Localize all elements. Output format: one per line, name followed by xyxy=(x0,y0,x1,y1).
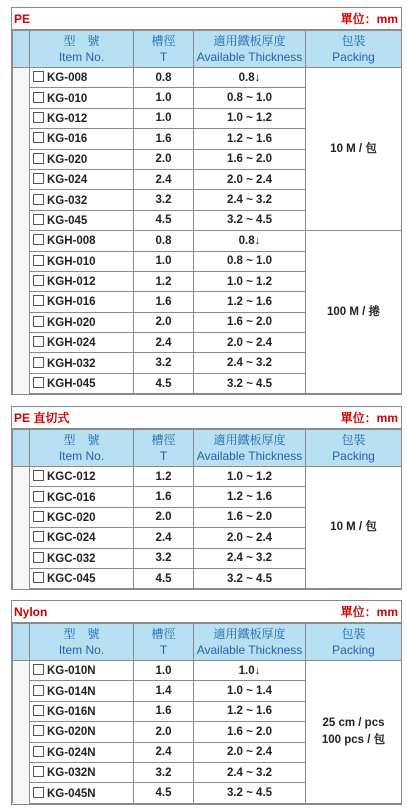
section-title: Nylon xyxy=(14,604,48,619)
thickness-value: 2.4 ~ 3.2 xyxy=(194,548,306,568)
row-spacer xyxy=(13,681,30,701)
spec-table xyxy=(12,623,402,804)
select-checkbox[interactable] xyxy=(33,295,44,306)
item-cell xyxy=(30,507,134,527)
thickness-value: 2.0 ~ 2.4 xyxy=(194,333,306,353)
select-checkbox[interactable] xyxy=(33,194,44,205)
select-checkbox[interactable] xyxy=(33,725,44,736)
row-spacer xyxy=(13,353,30,373)
item-cell xyxy=(30,169,134,189)
select-checkbox[interactable] xyxy=(33,511,44,522)
item-cell xyxy=(30,190,134,210)
item-number: KGH-032 xyxy=(47,357,96,370)
thickness-value: 0.8↓ xyxy=(194,68,306,88)
groove-header-zh: 槽徑 xyxy=(151,627,176,641)
row-spacer xyxy=(13,251,30,271)
row-spacer xyxy=(13,373,30,393)
thickness-value: 0.8 ~ 1.0 xyxy=(194,88,306,108)
groove-value: 4.5 xyxy=(134,373,194,393)
thickness-value: 1.2 ~ 1.6 xyxy=(194,129,306,149)
thickness-value: 2.4 ~ 3.2 xyxy=(194,190,306,210)
item-number: KG-020 xyxy=(47,153,88,166)
select-checkbox[interactable] xyxy=(33,357,44,368)
table-row xyxy=(13,231,402,251)
groove-header xyxy=(134,31,194,68)
packing-text: 25 cm / pcs xyxy=(322,716,385,729)
row-spacer xyxy=(13,231,30,251)
item-cell xyxy=(30,210,134,230)
groove-header xyxy=(134,624,194,661)
packing-cell xyxy=(306,467,402,589)
item-cell xyxy=(30,548,134,568)
thickness-value: 1.0 ~ 1.4 xyxy=(194,681,306,701)
groove-value: 4.5 xyxy=(134,568,194,588)
groove-header-zh: 槽徑 xyxy=(151,433,176,447)
row-spacer xyxy=(13,783,30,803)
groove-header-zh: 槽徑 xyxy=(151,34,176,48)
packing-header-en: Packing xyxy=(332,643,375,657)
row-spacer xyxy=(13,88,30,108)
item-cell xyxy=(30,251,134,271)
unit-label: 單位：mm xyxy=(340,12,398,26)
row-spacer xyxy=(13,108,30,128)
item-number: KG-024 xyxy=(47,174,88,187)
item-no-header-zh: 型 號 xyxy=(63,627,100,641)
item-number: KGC-016 xyxy=(47,491,96,504)
groove-value: 1.0 xyxy=(134,661,194,681)
item-number: KG-008 xyxy=(47,72,88,85)
item-no-header-en: Item No. xyxy=(58,50,105,64)
select-checkbox[interactable] xyxy=(33,153,44,164)
thickness-header-en: Available Thickness xyxy=(196,449,303,463)
thickness-value: 1.0 ~ 1.2 xyxy=(194,108,306,128)
item-number: KGC-032 xyxy=(47,552,96,565)
packing-text: 10 M / 包 xyxy=(330,142,377,155)
thickness-value: 1.0 ~ 1.2 xyxy=(194,467,306,487)
select-checkbox[interactable] xyxy=(33,491,44,502)
item-no-header-zh: 型 號 xyxy=(63,433,100,447)
item-cell xyxy=(30,528,134,548)
groove-value: 1.0 xyxy=(134,88,194,108)
table-row xyxy=(13,68,402,88)
thickness-value: 2.4 ~ 3.2 xyxy=(194,762,306,782)
thickness-value: 1.2 ~ 1.6 xyxy=(194,487,306,507)
item-cell xyxy=(30,312,134,332)
item-cell xyxy=(30,271,134,291)
thickness-value: 1.6 ~ 2.0 xyxy=(194,312,306,332)
select-checkbox[interactable] xyxy=(33,572,44,583)
packing-header-en: Packing xyxy=(332,449,375,463)
packing-text: 100 pcs / 包 xyxy=(321,733,386,746)
item-cell xyxy=(30,722,134,742)
item-cell xyxy=(30,88,134,108)
table-row xyxy=(13,661,402,681)
row-spacer xyxy=(13,292,30,312)
row-spacer xyxy=(13,271,30,291)
groove-value: 2.4 xyxy=(134,169,194,189)
select-checkbox[interactable] xyxy=(33,787,44,798)
thickness-value: 0.8 ~ 1.0 xyxy=(194,251,306,271)
thickness-header xyxy=(194,430,306,467)
row-spacer xyxy=(13,169,30,189)
thickness-value: 1.2 ~ 1.6 xyxy=(194,701,306,721)
spec-table xyxy=(12,429,402,589)
groove-value: 3.2 xyxy=(134,353,194,373)
groove-value: 1.4 xyxy=(134,681,194,701)
groove-header-en: T xyxy=(159,50,168,64)
thickness-value: 1.0 ~ 1.2 xyxy=(194,271,306,291)
item-cell xyxy=(30,467,134,487)
select-checkbox[interactable] xyxy=(33,470,44,481)
thickness-header-zh: 適用鐵板厚度 xyxy=(213,433,286,447)
row-spacer xyxy=(13,507,30,527)
table-row xyxy=(13,467,402,487)
packing-header xyxy=(306,624,402,661)
groove-value: 1.0 xyxy=(134,251,194,271)
select-checkbox[interactable] xyxy=(33,132,44,143)
thickness-header xyxy=(194,31,306,68)
item-cell xyxy=(30,661,134,681)
groove-value: 4.5 xyxy=(134,783,194,803)
select-checkbox[interactable] xyxy=(33,531,44,542)
item-number: KGH-024 xyxy=(47,337,96,350)
groove-value: 1.2 xyxy=(134,271,194,291)
select-checkbox[interactable] xyxy=(33,173,44,184)
packing-header-zh: 包裝 xyxy=(341,433,366,447)
item-no-header-en: Item No. xyxy=(58,643,105,657)
item-number: KG-010N xyxy=(47,665,96,678)
row-spacer xyxy=(13,129,30,149)
row-spacer xyxy=(13,467,30,487)
groove-value: 1.6 xyxy=(134,292,194,312)
header-spacer xyxy=(13,430,30,467)
item-number: KG-016 xyxy=(47,133,88,146)
thickness-value: 2.0 ~ 2.4 xyxy=(194,169,306,189)
header-spacer xyxy=(13,31,30,68)
thickness-value: 3.2 ~ 4.5 xyxy=(194,568,306,588)
item-cell xyxy=(30,353,134,373)
packing-text: 100 M / 捲 xyxy=(326,305,381,318)
item-cell xyxy=(30,292,134,312)
row-spacer xyxy=(13,661,30,681)
spec-section xyxy=(11,600,402,805)
item-number: KGC-024 xyxy=(47,532,96,545)
select-checkbox[interactable] xyxy=(33,316,44,327)
select-checkbox[interactable] xyxy=(33,336,44,347)
groove-value: 1.6 xyxy=(134,129,194,149)
groove-value: 4.5 xyxy=(134,210,194,230)
groove-value: 2.4 xyxy=(134,528,194,548)
item-cell xyxy=(30,681,134,701)
row-spacer xyxy=(13,568,30,588)
item-number: KG-020N xyxy=(47,726,96,739)
section-header xyxy=(12,407,401,429)
section-header xyxy=(12,8,401,30)
thickness-value: 1.6 ~ 2.0 xyxy=(194,507,306,527)
item-number: KGH-008 xyxy=(47,235,96,248)
select-checkbox[interactable] xyxy=(33,92,44,103)
item-number: KGH-010 xyxy=(47,255,96,268)
item-cell xyxy=(30,333,134,353)
groove-value: 3.2 xyxy=(134,190,194,210)
item-number: KGH-045 xyxy=(47,378,96,391)
row-spacer xyxy=(13,528,30,548)
item-cell xyxy=(30,129,134,149)
item-no-header xyxy=(30,624,134,661)
thickness-value: 3.2 ~ 4.5 xyxy=(194,783,306,803)
spec-section xyxy=(11,406,402,590)
item-number: KG-032N xyxy=(47,767,96,780)
thickness-value: 1.2 ~ 1.6 xyxy=(194,292,306,312)
groove-value: 3.2 xyxy=(134,762,194,782)
thickness-header-zh: 適用鐵板厚度 xyxy=(213,34,286,48)
item-cell xyxy=(30,108,134,128)
row-spacer xyxy=(13,210,30,230)
item-number: KG-016N xyxy=(47,705,96,718)
item-number: KG-045 xyxy=(47,214,88,227)
item-number: KGH-020 xyxy=(47,316,96,329)
thickness-value: 2.0 ~ 2.4 xyxy=(194,528,306,548)
thickness-header xyxy=(194,624,306,661)
thickness-value: 1.0↓ xyxy=(194,661,306,681)
item-cell xyxy=(30,373,134,393)
select-checkbox[interactable] xyxy=(33,112,44,123)
item-number: KG-014N xyxy=(47,685,96,698)
groove-header-en: T xyxy=(159,449,168,463)
row-spacer xyxy=(13,487,30,507)
item-no-header xyxy=(30,31,134,68)
select-checkbox[interactable] xyxy=(33,275,44,286)
thickness-value: 2.4 ~ 3.2 xyxy=(194,353,306,373)
spec-table xyxy=(12,30,402,394)
groove-value: 0.8 xyxy=(134,68,194,88)
item-number: KGC-020 xyxy=(47,511,96,524)
thickness-header-en: Available Thickness xyxy=(196,50,303,64)
groove-value: 2.0 xyxy=(134,507,194,527)
table-header-row xyxy=(13,624,402,661)
packing-header-zh: 包裝 xyxy=(341,34,366,48)
item-no-header-en: Item No. xyxy=(58,449,105,463)
item-cell xyxy=(30,231,134,251)
item-number: KGH-012 xyxy=(47,276,96,289)
select-checkbox[interactable] xyxy=(33,746,44,757)
row-spacer xyxy=(13,333,30,353)
thickness-value: 0.8↓ xyxy=(194,231,306,251)
groove-value: 1.0 xyxy=(134,108,194,128)
item-cell xyxy=(30,487,134,507)
groove-header xyxy=(134,430,194,467)
item-number: KG-032 xyxy=(47,194,88,207)
groove-value: 2.0 xyxy=(134,149,194,169)
row-spacer xyxy=(13,190,30,210)
groove-value: 2.4 xyxy=(134,333,194,353)
section-title: PE xyxy=(14,11,31,26)
packing-header xyxy=(306,31,402,68)
item-cell xyxy=(30,149,134,169)
groove-value: 2.0 xyxy=(134,312,194,332)
groove-value: 1.2 xyxy=(134,467,194,487)
thickness-value: 1.6 ~ 2.0 xyxy=(194,722,306,742)
item-cell xyxy=(30,783,134,803)
packing-header-en: Packing xyxy=(332,50,375,64)
row-spacer xyxy=(13,701,30,721)
groove-value: 1.6 xyxy=(134,701,194,721)
item-number: KG-024N xyxy=(47,746,96,759)
row-spacer xyxy=(13,548,30,568)
thickness-header-zh: 適用鐵板厚度 xyxy=(213,627,286,641)
row-spacer xyxy=(13,68,30,88)
select-checkbox[interactable] xyxy=(33,71,44,82)
select-checkbox[interactable] xyxy=(33,552,44,563)
unit-label: 單位：mm xyxy=(340,605,398,619)
item-number: KG-045N xyxy=(47,787,96,800)
groove-value: 1.6 xyxy=(134,487,194,507)
item-cell xyxy=(30,742,134,762)
row-spacer xyxy=(13,762,30,782)
thickness-value: 3.2 ~ 4.5 xyxy=(194,373,306,393)
spec-section xyxy=(11,7,402,395)
select-checkbox[interactable] xyxy=(33,766,44,777)
row-spacer xyxy=(13,149,30,169)
unit-label: 單位：mm xyxy=(340,411,398,425)
select-checkbox[interactable] xyxy=(33,377,44,388)
select-checkbox[interactable] xyxy=(33,685,44,696)
select-checkbox[interactable] xyxy=(33,255,44,266)
item-cell xyxy=(30,762,134,782)
item-no-header-zh: 型 號 xyxy=(63,34,100,48)
table-header-row xyxy=(13,31,402,68)
thickness-value: 1.6 ~ 2.0 xyxy=(194,149,306,169)
thickness-header-en: Available Thickness xyxy=(196,643,303,657)
select-checkbox[interactable] xyxy=(33,664,44,675)
section-title: PE 直切式 xyxy=(14,411,70,425)
row-spacer xyxy=(13,742,30,762)
groove-value: 2.0 xyxy=(134,722,194,742)
item-number: KG-012 xyxy=(47,112,88,125)
groove-header-en: T xyxy=(159,643,168,657)
select-checkbox[interactable] xyxy=(33,214,44,225)
packing-cell xyxy=(306,231,402,394)
groove-value: 0.8 xyxy=(134,231,194,251)
item-number: KGC-045 xyxy=(47,573,96,586)
section-header xyxy=(12,601,401,623)
item-no-header xyxy=(30,430,134,467)
item-cell xyxy=(30,701,134,721)
thickness-value: 2.0 ~ 2.4 xyxy=(194,742,306,762)
groove-value: 2.4 xyxy=(134,742,194,762)
packing-text: 10 M / 包 xyxy=(330,521,377,534)
header-spacer xyxy=(13,624,30,661)
item-number: KG-010 xyxy=(47,92,88,105)
row-spacer xyxy=(13,722,30,742)
table-header-row xyxy=(13,430,402,467)
item-cell xyxy=(30,568,134,588)
select-checkbox[interactable] xyxy=(33,705,44,716)
row-spacer xyxy=(13,312,30,332)
packing-cell xyxy=(306,661,402,804)
item-number: KGH-016 xyxy=(47,296,96,309)
groove-value: 3.2 xyxy=(134,548,194,568)
packing-cell xyxy=(306,68,402,231)
packing-header-zh: 包裝 xyxy=(341,627,366,641)
item-cell xyxy=(30,68,134,88)
item-number: KGC-012 xyxy=(47,471,96,484)
packing-header xyxy=(306,430,402,467)
thickness-value: 3.2 ~ 4.5 xyxy=(194,210,306,230)
select-checkbox[interactable] xyxy=(33,234,44,245)
